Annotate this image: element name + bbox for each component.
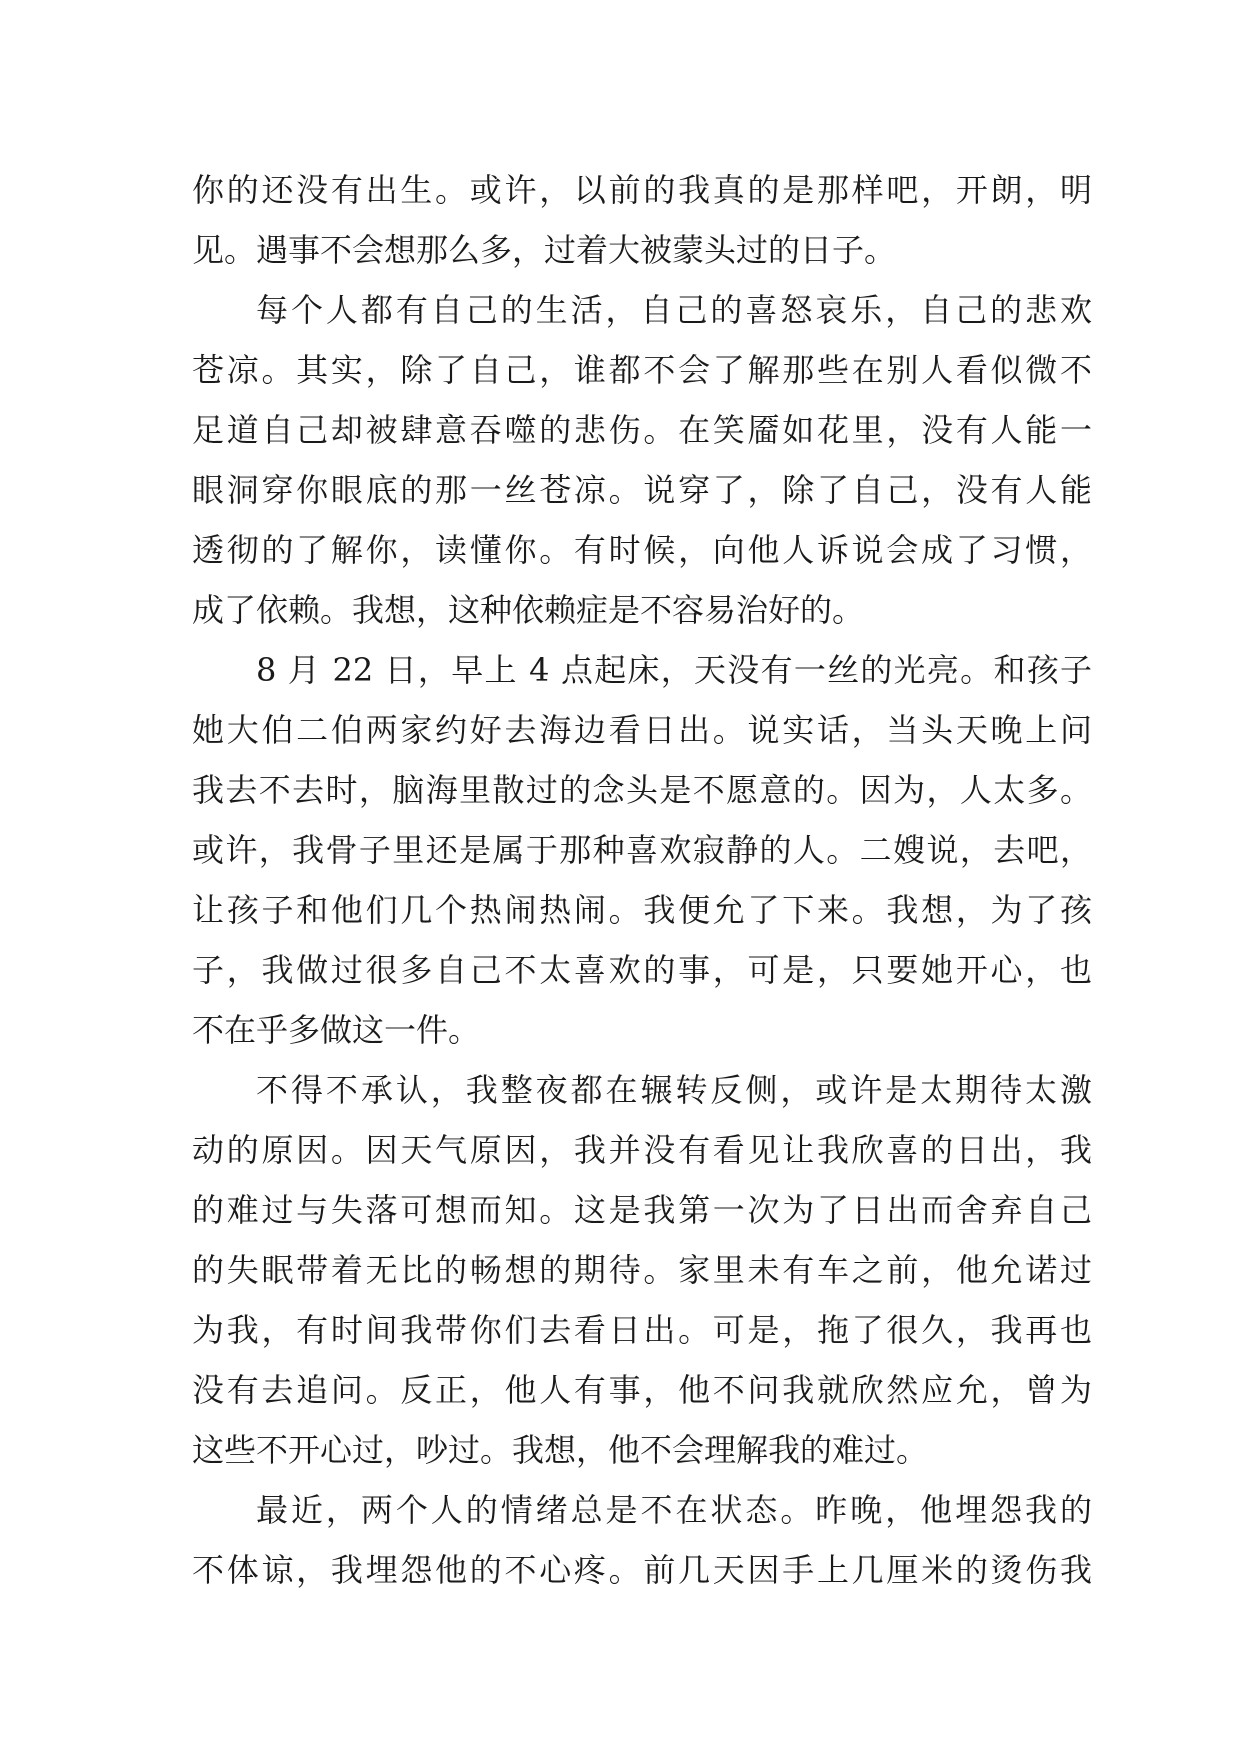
text-line: 子，我做过很多自己不太喜欢的事，可是，只要她开心，也: [192, 951, 1092, 989]
text-line: 最近，两个人的情绪总是不在状态。昨晚，他埋怨我的: [256, 1491, 1092, 1529]
body-text: [192, 160, 1092, 1600]
text-line: 不体谅，我埋怨他的不心疼。前几天因手上几厘米的烫伤我: [192, 1551, 1092, 1589]
text-line: 这些不开心过，吵过。我想，他不会理解我的难过。: [192, 1431, 929, 1469]
text-line: 8 月 22 日，早上 4 点起床，天没有一丝的光亮。和孩子: [256, 651, 1092, 689]
text-line: 为我，有时间我带你们去看日出。可是，拖了很久，我再也: [192, 1311, 1092, 1349]
text-line: 的失眠带着无比的畅想的期待。家里未有车之前，他允诺过: [192, 1251, 1092, 1289]
text-line: 成了依赖。我想，这种依赖症是不容易治好的。: [192, 591, 865, 629]
text-line: 你的还没有出生。或许，以前的我真的是那样吧，开朗，明: [192, 171, 1092, 209]
text-line: 不得不承认，我整夜都在辗转反侧，或许是太期待太激: [256, 1071, 1092, 1109]
text-line: 让孩子和他们几个热闹热闹。我便允了下来。我想，为了孩: [192, 891, 1092, 929]
text-line: 我去不去时，脑海里散过的念头是不愿意的。因为，人太多。: [192, 771, 1092, 809]
text-line: 见。遇事不会想那么多，过着大被蒙头过的日子。: [192, 231, 897, 269]
text-line: 的难过与失落可想而知。这是我第一次为了日出而舍弃自己: [192, 1191, 1092, 1229]
text-line: 动的原因。因天气原因，我并没有看见让我欣喜的日出，我: [192, 1131, 1092, 1169]
text-line: 足道自己却被肆意吞噬的悲伤。在笑靥如花里，没有人能一: [192, 411, 1092, 449]
text-line: 透彻的了解你，读懂你。有时候，向他人诉说会成了习惯，: [192, 531, 1092, 569]
text-line: 不在乎多做这一件。: [192, 1011, 481, 1049]
text-line: 苍凉。其实，除了自己，谁都不会了解那些在别人看似微不: [192, 351, 1092, 389]
text-line: 她大伯二伯两家约好去海边看日出。说实话，当头天晚上问: [192, 711, 1092, 749]
text-line: 没有去追问。反正，他人有事，他不问我就欣然应允，曾为: [192, 1371, 1092, 1409]
text-line: 或许，我骨子里还是属于那种喜欢寂静的人。二嫂说，去吧，: [192, 831, 1092, 869]
text-line: 每个人都有自己的生活，自己的喜怒哀乐，自己的悲欢: [256, 291, 1092, 329]
text-line: 眼洞穿你眼底的那一丝苍凉。说穿了，除了自己，没有人能: [192, 471, 1092, 509]
